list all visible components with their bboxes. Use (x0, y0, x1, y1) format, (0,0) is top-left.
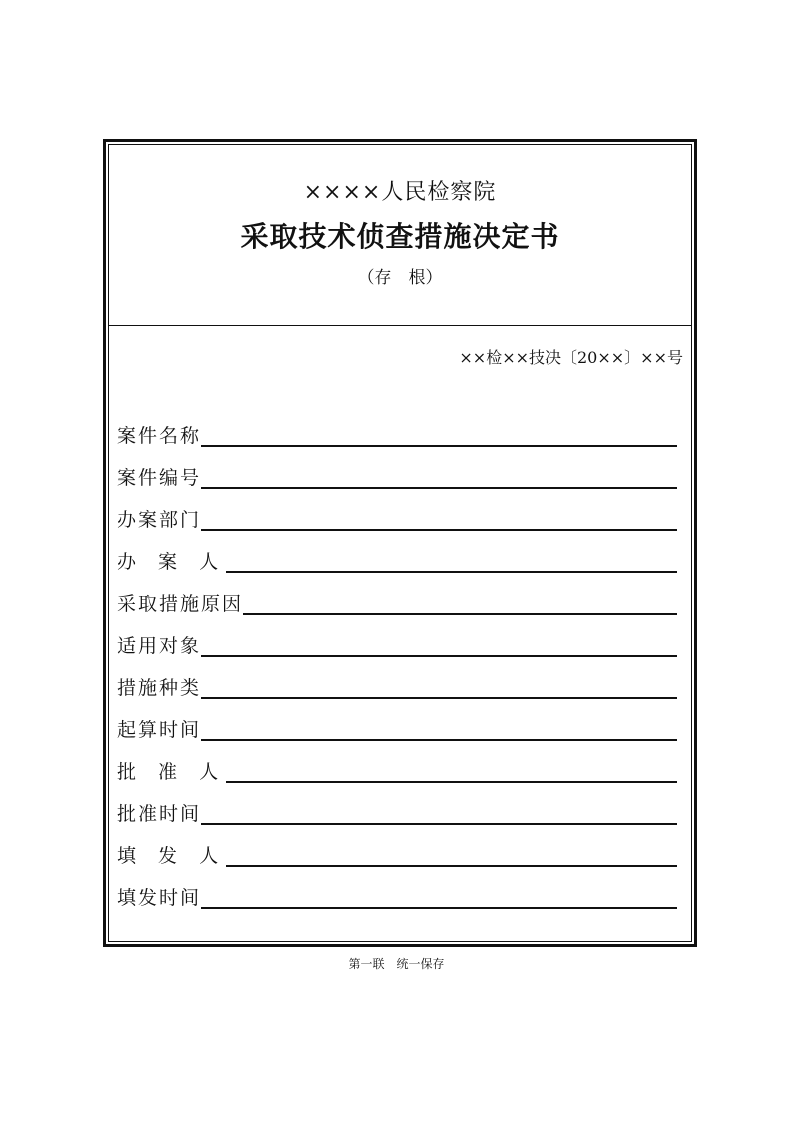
issuer-input-line[interactable] (226, 845, 677, 867)
start-time-input-line[interactable] (201, 719, 677, 741)
field-label: 措施种类 (117, 677, 202, 699)
document-title: 采取技术侦查措施决定书 (240, 220, 560, 253)
case-number-input-line[interactable] (201, 467, 677, 489)
field-label: 填 发 人 (117, 845, 227, 867)
field-department (117, 505, 677, 531)
field-label: 案件名称 (117, 425, 202, 447)
field-start-time (117, 715, 677, 741)
target-input-line[interactable] (201, 635, 677, 657)
approval-time-input-line[interactable] (201, 803, 677, 825)
field-label: 批 准 人 (117, 761, 227, 783)
form-inner-frame (108, 144, 692, 942)
field-target (117, 631, 677, 657)
field-measure-type (117, 673, 677, 699)
field-case-name (117, 421, 677, 447)
field-case-number (117, 463, 677, 489)
document-number: ××检××技决〔20××〕××号 (459, 348, 683, 367)
field-label: 案件编号 (117, 467, 202, 489)
field-label: 填发时间 (117, 887, 202, 909)
handler-input-line[interactable] (226, 551, 677, 573)
document-subtitle: （存 根） (357, 268, 443, 288)
field-approval-time (117, 799, 677, 825)
case-name-input-line[interactable] (201, 425, 677, 447)
field-label: 适用对象 (117, 635, 202, 657)
field-handler (117, 547, 677, 573)
field-issue-time (117, 883, 677, 909)
field-reason (117, 589, 677, 615)
approver-input-line[interactable] (226, 761, 677, 783)
field-approver (117, 757, 677, 783)
department-input-line[interactable] (201, 509, 677, 531)
field-label: 办 案 人 (117, 551, 227, 573)
form-header (109, 145, 691, 326)
field-label: 采取措施原因 (117, 593, 244, 615)
field-issuer (117, 841, 677, 867)
measure-type-input-line[interactable] (201, 677, 677, 699)
form-frame (103, 139, 697, 947)
field-label: 办案部门 (117, 509, 202, 531)
copy-note: 第一联 统一保存 (348, 957, 445, 971)
organization-name: ××××人民检察院 (303, 180, 497, 205)
issue-time-input-line[interactable] (201, 887, 677, 909)
field-label: 批准时间 (117, 803, 202, 825)
reason-input-line[interactable] (243, 593, 677, 615)
field-label: 起算时间 (117, 719, 202, 741)
